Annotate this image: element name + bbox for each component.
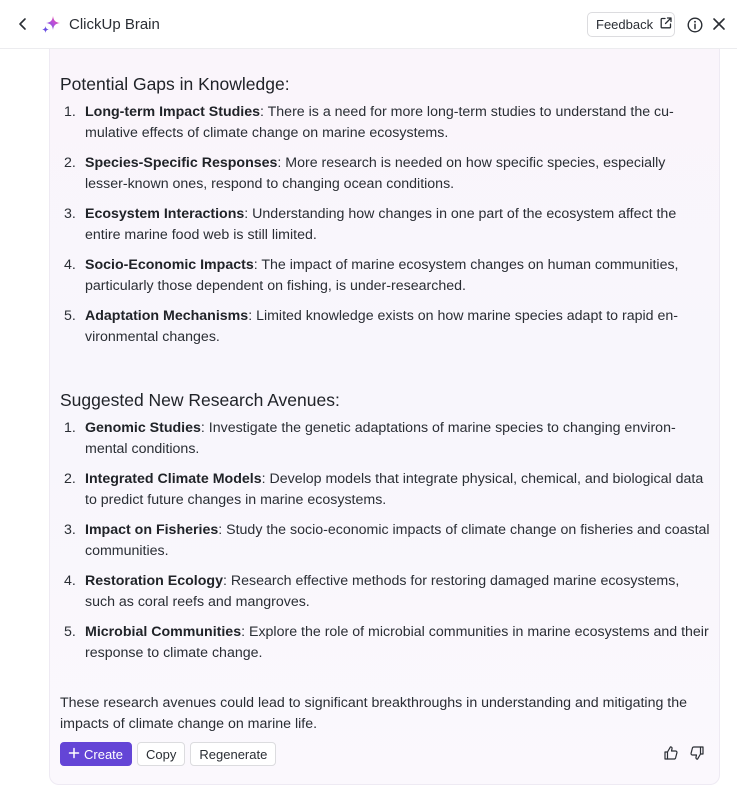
item-number: 3. [64,206,76,222]
create-label: Create [84,746,124,762]
app-title: ClickUp Brain [69,16,160,33]
item-text: : Develop models that integrate physical, chemical, and biological data to predict future changes in marine ecosystems. [85,471,704,508]
item-text: : Explore the role of microbial communities in marine ecosystems and their response to climate change. [85,624,709,661]
list-item [60,204,710,246]
create-button[interactable] [60,742,132,766]
item-text: : There is a need for more long-term studies to understand the cu-mulative effects of climate change on marine ecosystems. [85,104,674,141]
external-link-icon [659,16,673,33]
regenerate-button[interactable]: Regenerate [190,742,276,766]
plus-icon [68,747,80,762]
item-term: Restoration Ecology [85,573,223,589]
item-number: 5. [64,308,76,324]
item-term: Integrated Climate Models [85,471,262,487]
avenues-heading: Suggested New Research Avenues: [60,390,340,410]
item-text: : Research effective methods for restoring damaged marine ecosystems, such as coral reefs and mangroves. [85,573,680,610]
item-term: Ecosystem Interactions [85,206,245,222]
header [0,0,737,49]
item-number: 4. [64,573,76,589]
thumbs-down-icon[interactable] [689,745,705,761]
item-number: 5. [64,624,76,640]
feedback-button[interactable] [587,12,675,37]
item-term: Species-Specific Responses [85,155,278,171]
item-term: Socio-Economic Impacts [85,257,254,273]
item-text: : Understanding how changes in one part of the ecosystem affect the entire marine food web is still limited. [85,206,677,243]
conclusion-text: These research avenues could lead to significant breakthroughs in understanding and mitigating the impacts of climate change on marine life. [60,695,688,732]
gaps-list [60,102,710,357]
list-item [60,306,710,348]
close-icon[interactable] [711,16,727,32]
item-text: : More research is needed on how specific species, especially lesser-known ones, respond to changing ocean conditions. [85,155,666,192]
list-item [60,153,710,195]
item-number: 1. [64,104,76,120]
gaps-heading: Potential Gaps in Knowledge: [60,74,290,94]
item-text: : Study the socio-economic impacts of climate change on fisheries and coastal communities. [85,522,710,559]
feedback-label: Feedback [596,17,654,32]
info-icon[interactable] [686,16,704,34]
item-number: 4. [64,257,76,273]
list-item [60,418,710,460]
list-item [60,520,710,562]
item-term: Long-term Impact Studies [85,104,260,120]
item-text: : Investigate the genetic adaptations of marine species to changing environ-mental conditions. [85,420,676,457]
list-item [60,255,710,297]
item-term: Microbial Communities [85,624,242,640]
item-term: Genomic Studies [85,420,201,436]
thumbs-up-icon[interactable] [663,745,679,761]
list-item [60,469,710,511]
avenues-list [60,418,710,673]
sparkle-icon [40,14,62,36]
item-number: 2. [64,471,76,487]
item-text: : The impact of marine ecosystem changes on human communities, particularly those dependent on fishing, is under-researched. [85,257,679,294]
item-number: 1. [64,420,76,436]
item-number: 3. [64,522,76,538]
item-text: : Limited knowledge exists on how marine species adapt to rapid en-vironmental changes. [85,308,678,345]
copy-button[interactable]: Copy [137,742,185,766]
list-item [60,102,710,144]
item-term: Impact on Fisheries [85,522,219,538]
list-item [60,571,710,613]
response-actions [60,742,276,766]
item-term: Adaptation Mechanisms [85,308,249,324]
list-item [60,622,710,664]
chevron-left-icon[interactable] [13,14,33,34]
item-number: 2. [64,155,76,171]
